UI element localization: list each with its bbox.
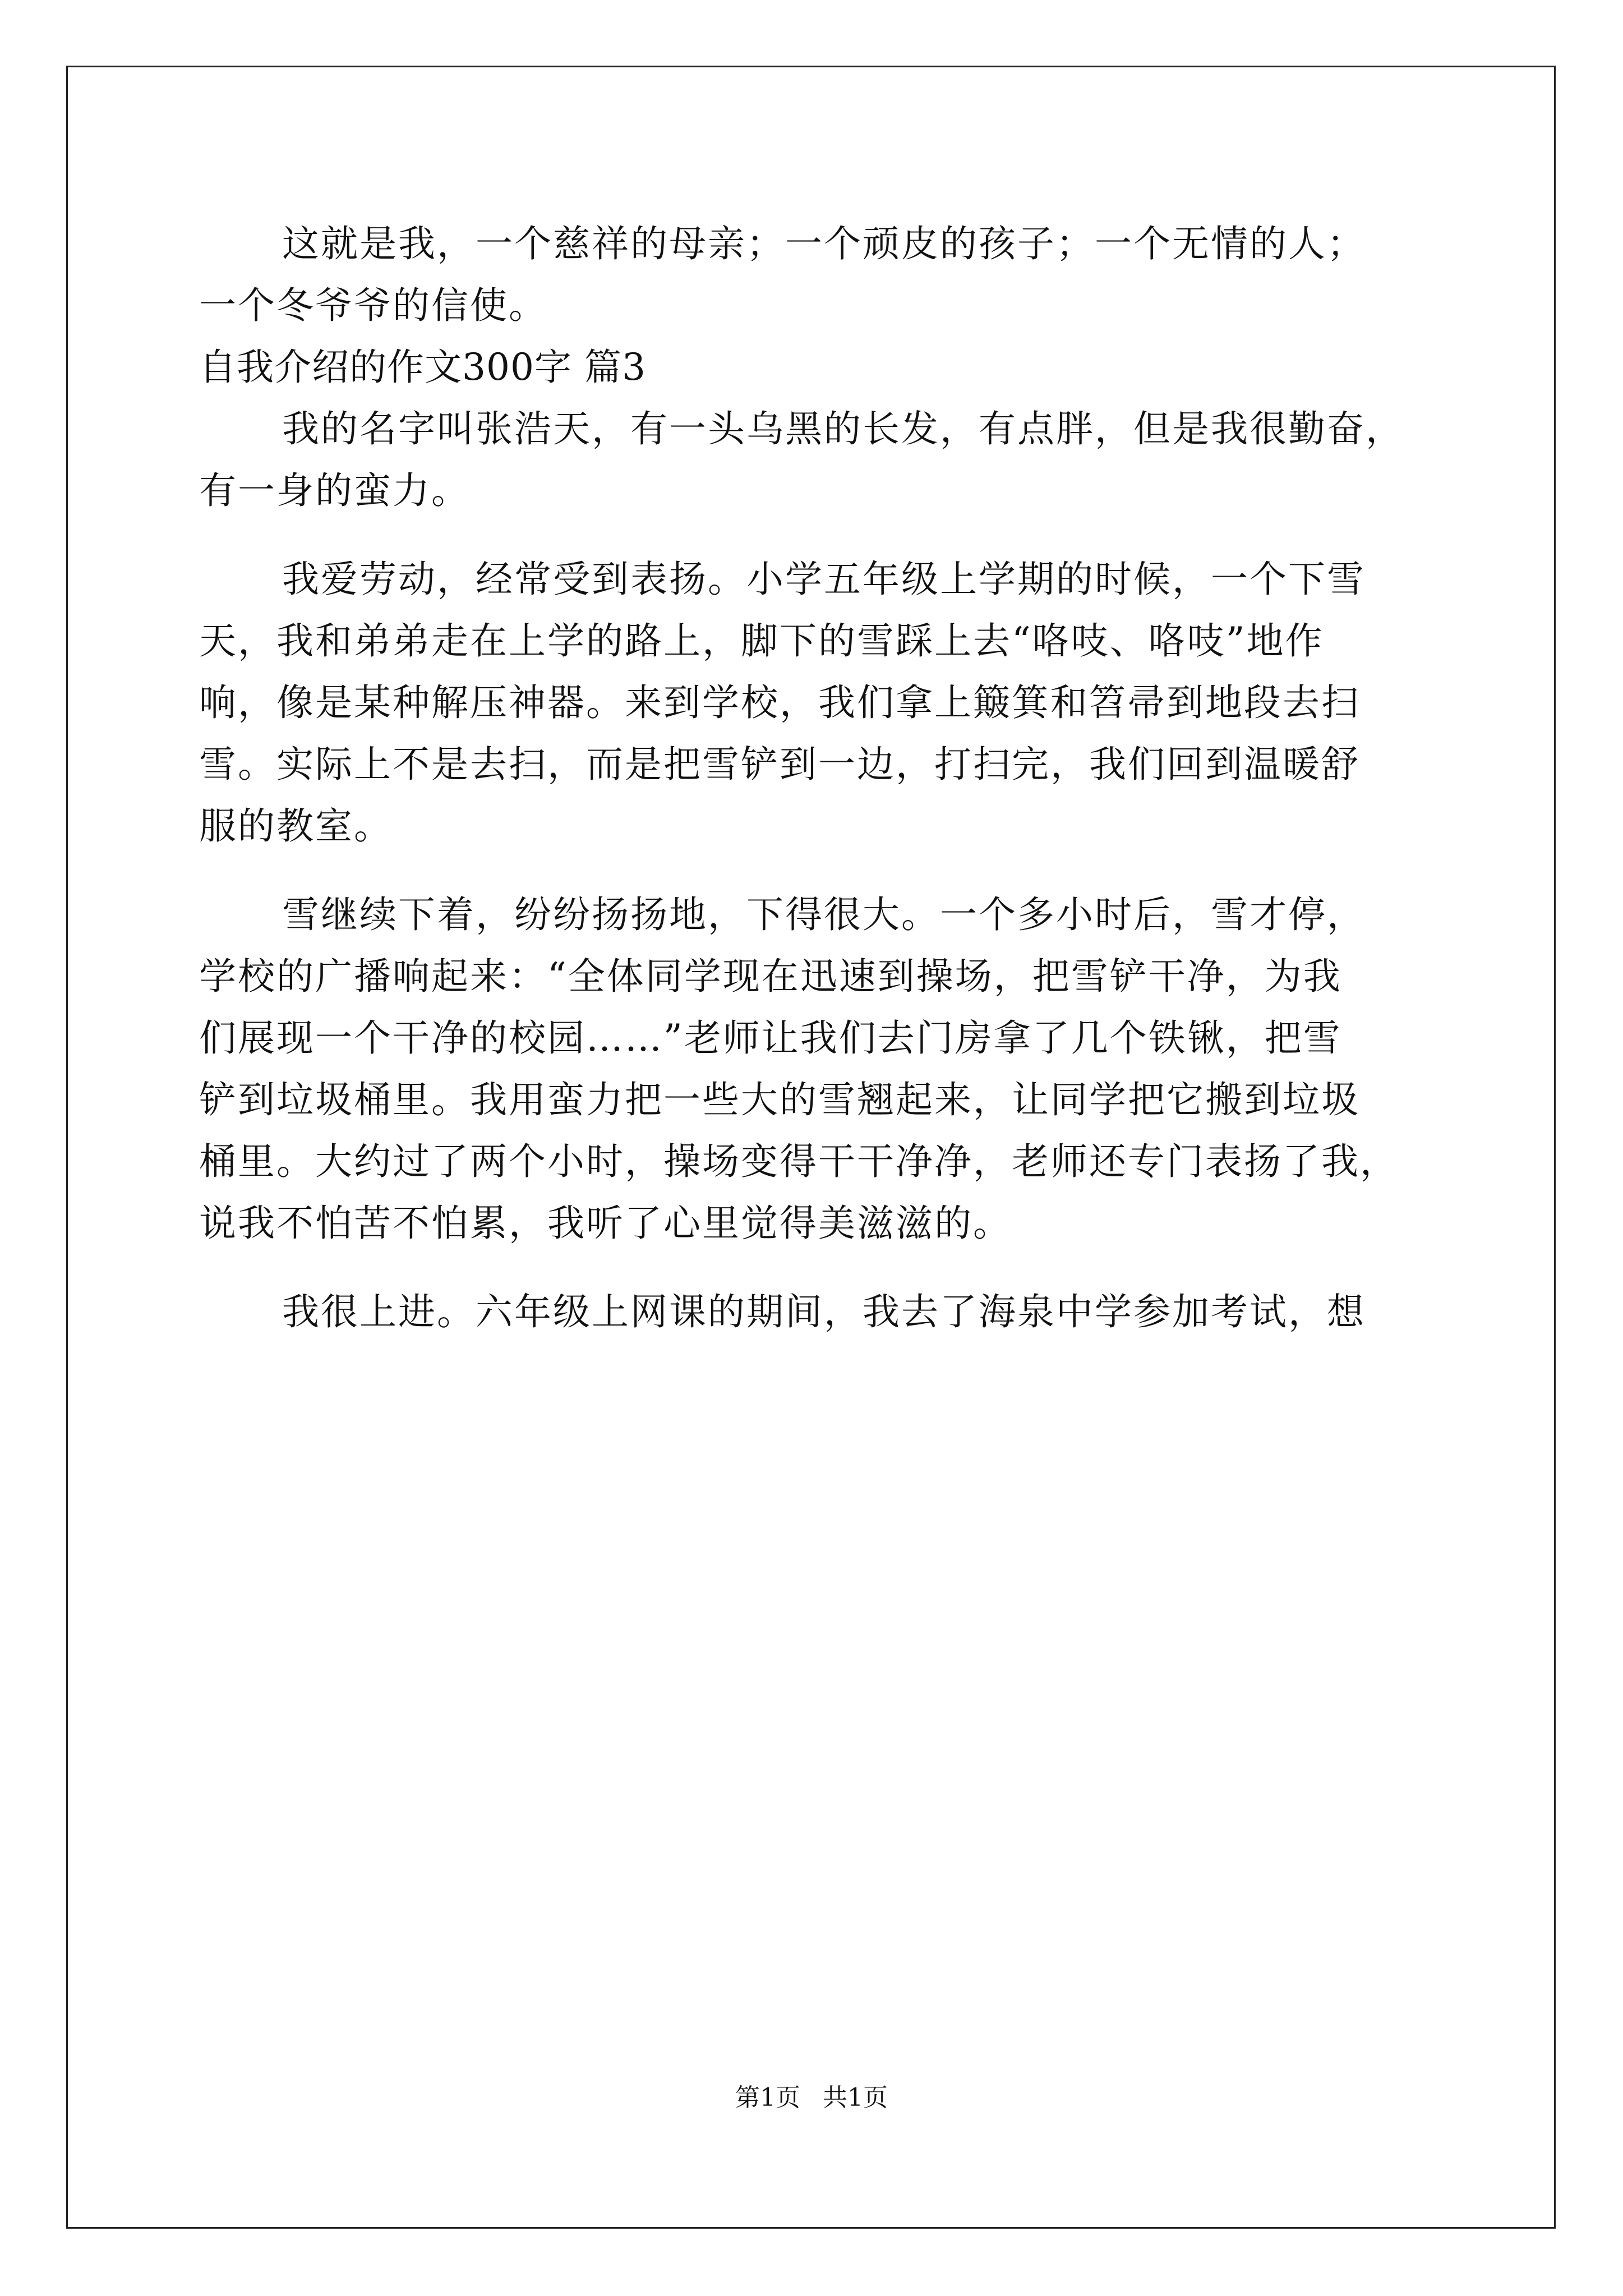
heading-text: 自我介绍的作文300字 篇3 [199,346,646,389]
text-line: 说我不怕苦不怕累，我听了心里觉得美滋滋的。 [199,1202,1012,1245]
page-total: 共1页 [823,2083,888,2112]
text-line: 有一身的蛮力。 [199,469,470,512]
document-body [199,213,1441,1343]
section-heading [199,337,1441,398]
paragraph [199,398,1441,522]
text-line: 们展现一个干净的校园……”老师让我们去门房拿了几个铁锹，把雪 [199,1016,1342,1060]
text-line: 这就是我，一个慈祥的母亲；一个顽皮的孩子；一个无情的人； [282,222,1366,265]
paragraph [199,213,1441,337]
text-line: 一个冬爷爷的信使。 [199,284,547,327]
paragraph [199,884,1441,1254]
paragraph [199,1281,1441,1343]
paragraph [199,549,1441,857]
text-line: 服的教室。 [199,804,393,848]
text-line: 我爱劳动，经常受到表扬。小学五年级上学期的时候，一个下雪 [282,558,1366,601]
text-line: 我很上进。六年级上网课的期间，我去了海泉中学参加考试，想 [282,1290,1366,1333]
page-footer [0,2081,1623,2115]
text-line: 天，我和弟弟走在上学的路上，脚下的雪踩上去“咯吱、咯吱”地作 [199,619,1324,662]
text-line: 响，像是某种解压神器。来到学校，我们拿上簸箕和笤帚到地段去扫 [199,681,1360,724]
text-line: 雪。实际上不是去扫，而是把雪铲到一边，打扫完，我们回到温暖舒 [199,743,1360,786]
page-number: 第1页 [735,2083,800,2112]
text-line: 雪继续下着，纷纷扬扬地，下得很大。一个多小时后，雪才停， [282,893,1366,936]
text-line: 桶里。大约过了两个小时，操场变得干干净净，老师还专门表扬了我， [199,1140,1399,1183]
text-line: 学校的广播响起来：“全体同学现在迅速到操场，把雪铲干净，为我 [199,955,1342,998]
text-line: 我的名字叫张浩天，有一头乌黑的长发，有点胖，但是我很勤奋， [282,407,1404,450]
text-line: 铲到垃圾桶里。我用蛮力把一些大的雪翘起来，让同学把它搬到垃圾 [199,1078,1360,1121]
